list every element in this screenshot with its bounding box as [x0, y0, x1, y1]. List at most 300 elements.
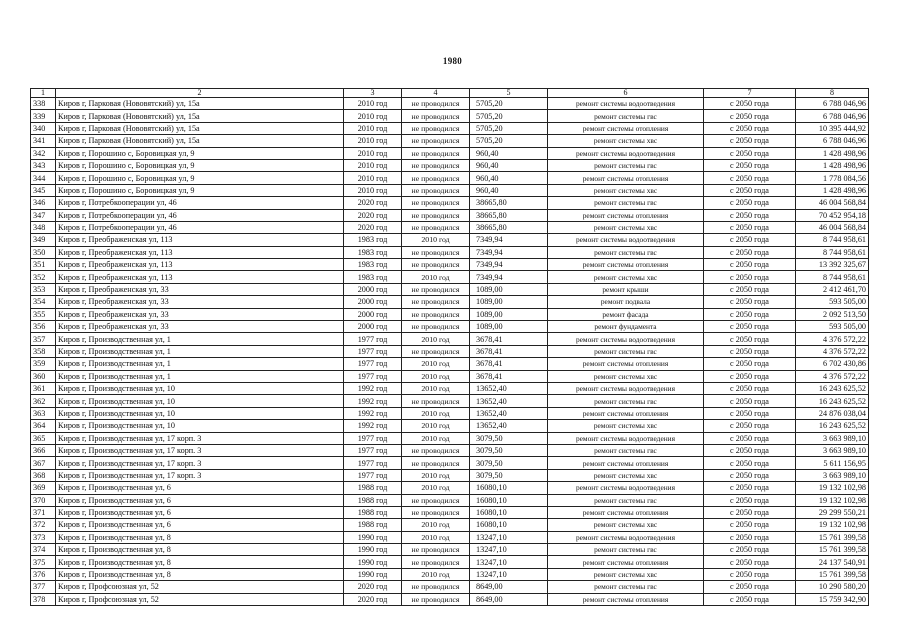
- row-number-cell: 349: [31, 234, 56, 246]
- area-cell: 16080,10: [470, 519, 548, 531]
- column-header: 3: [344, 89, 402, 98]
- planned-period-cell: с 2050 года: [704, 321, 796, 333]
- planned-period-cell: с 2050 года: [704, 519, 796, 531]
- cost-cell: 593 505,00: [796, 296, 869, 308]
- construction-year-cell: 1977 год: [344, 358, 402, 370]
- table-row: [31, 172, 869, 184]
- table-row: [31, 110, 869, 122]
- address-cell: Киров г, Преображенская ул, 113: [56, 271, 344, 283]
- construction-year-cell: 1977 год: [344, 444, 402, 456]
- area-cell: 3079,50: [470, 469, 548, 481]
- construction-year-cell: 2020 год: [344, 581, 402, 593]
- last-repair-cell: не проводился: [402, 159, 470, 171]
- table-row: [31, 407, 869, 419]
- last-repair-cell: не проводился: [402, 184, 470, 196]
- table-row: [31, 469, 869, 481]
- address-cell: Киров г, Производственная ул, 17 корп. 3: [56, 469, 344, 481]
- last-repair-cell: не проводился: [402, 457, 470, 469]
- address-cell: Киров г, Производственная ул, 1: [56, 370, 344, 382]
- planned-period-cell: с 2050 года: [704, 221, 796, 233]
- planned-period-cell: с 2050 года: [704, 296, 796, 308]
- table-row: [31, 234, 869, 246]
- cost-cell: 46 004 568,84: [796, 197, 869, 209]
- address-cell: Киров г, Производственная ул, 17 корп. 3: [56, 457, 344, 469]
- table-row: [31, 308, 869, 320]
- table-row: [31, 519, 869, 531]
- last-repair-cell: не проводился: [402, 197, 470, 209]
- address-cell: Киров г, Потребкооперации ул, 46: [56, 209, 344, 221]
- construction-year-cell: 2010 год: [344, 159, 402, 171]
- table-row: [31, 358, 869, 370]
- cost-cell: 6 788 046,96: [796, 110, 869, 122]
- cost-cell: 24 137 540,91: [796, 556, 869, 568]
- work-type-cell: ремонт системы хвс: [548, 184, 704, 196]
- planned-period-cell: с 2050 года: [704, 259, 796, 271]
- table-row: [31, 296, 869, 308]
- row-number-cell: 355: [31, 308, 56, 320]
- construction-year-cell: 1977 год: [344, 370, 402, 382]
- table-row: [31, 221, 869, 233]
- area-cell: 3678,41: [470, 370, 548, 382]
- construction-year-cell: 1977 год: [344, 469, 402, 481]
- construction-year-cell: 1990 год: [344, 568, 402, 580]
- last-repair-cell: 2010 год: [402, 432, 470, 444]
- last-repair-cell: 2010 год: [402, 333, 470, 345]
- last-repair-cell: не проводился: [402, 209, 470, 221]
- last-repair-cell: не проводился: [402, 283, 470, 295]
- cost-cell: 1 428 498,96: [796, 159, 869, 171]
- row-number-cell: 353: [31, 283, 56, 295]
- planned-period-cell: с 2050 года: [704, 98, 796, 110]
- page-number: 1980: [442, 56, 463, 66]
- work-type-cell: ремонт системы гвс: [548, 159, 704, 171]
- column-header: 2: [56, 89, 344, 98]
- construction-year-cell: 1983 год: [344, 234, 402, 246]
- cost-cell: 8 744 958,61: [796, 271, 869, 283]
- address-cell: Киров г, Производственная ул, 10: [56, 382, 344, 394]
- address-cell: Киров г, Производственная ул, 10: [56, 407, 344, 419]
- area-cell: 38665,80: [470, 209, 548, 221]
- work-type-cell: ремонт системы отопления: [548, 122, 704, 134]
- address-cell: Киров г, Преображенская ул, 33: [56, 308, 344, 320]
- table-row: [31, 531, 869, 543]
- last-repair-cell: 2010 год: [402, 234, 470, 246]
- area-cell: 5705,20: [470, 98, 548, 110]
- address-cell: Киров г, Парковая (Нововятский) ул, 15а: [56, 122, 344, 134]
- work-type-cell: ремонт системы хвс: [548, 221, 704, 233]
- planned-period-cell: с 2050 года: [704, 333, 796, 345]
- cost-cell: 593 505,00: [796, 321, 869, 333]
- area-cell: 13652,40: [470, 407, 548, 419]
- table-row: [31, 420, 869, 432]
- row-number-cell: 348: [31, 221, 56, 233]
- work-type-cell: ремонт фундамента: [548, 321, 704, 333]
- address-cell: Киров г, Производственная ул, 10: [56, 420, 344, 432]
- row-number-cell: 350: [31, 246, 56, 258]
- table-row: [31, 444, 869, 456]
- area-cell: 3079,50: [470, 444, 548, 456]
- row-number-cell: 345: [31, 184, 56, 196]
- construction-year-cell: 2010 год: [344, 110, 402, 122]
- planned-period-cell: с 2050 года: [704, 122, 796, 134]
- last-repair-cell: 2010 год: [402, 420, 470, 432]
- last-repair-cell: не проводился: [402, 296, 470, 308]
- address-cell: Киров г, Производственная ул, 1: [56, 358, 344, 370]
- address-cell: Киров г, Потребкооперации ул, 46: [56, 197, 344, 209]
- work-type-cell: ремонт системы гвс: [548, 581, 704, 593]
- row-number-cell: 363: [31, 407, 56, 419]
- cost-cell: 4 376 572,22: [796, 333, 869, 345]
- work-type-cell: ремонт системы водоотведения: [548, 234, 704, 246]
- cost-cell: 3 663 989,10: [796, 432, 869, 444]
- address-cell: Киров г, Парковая (Нововятский) ул, 15а: [56, 110, 344, 122]
- work-type-cell: ремонт системы водоотведения: [548, 531, 704, 543]
- last-repair-cell: не проводился: [402, 544, 470, 556]
- area-cell: 13247,10: [470, 544, 548, 556]
- cost-cell: 1 778 084,56: [796, 172, 869, 184]
- planned-period-cell: с 2050 года: [704, 135, 796, 147]
- address-cell: Киров г, Производственная ул, 6: [56, 519, 344, 531]
- planned-period-cell: с 2050 года: [704, 531, 796, 543]
- cost-cell: 19 132 102,98: [796, 482, 869, 494]
- row-number-cell: 378: [31, 593, 56, 605]
- table-row: [31, 345, 869, 357]
- construction-year-cell: 1977 год: [344, 345, 402, 357]
- row-number-cell: 341: [31, 135, 56, 147]
- address-cell: Киров г, Профсоюзная ул, 52: [56, 593, 344, 605]
- address-cell: Киров г, Преображенская ул, 113: [56, 259, 344, 271]
- work-type-cell: ремонт системы хвс: [548, 271, 704, 283]
- address-cell: Киров г, Производственная ул, 10: [56, 395, 344, 407]
- planned-period-cell: с 2050 года: [704, 246, 796, 258]
- row-number-cell: 375: [31, 556, 56, 568]
- work-type-cell: ремонт системы водоотведения: [548, 98, 704, 110]
- area-cell: 7349,94: [470, 271, 548, 283]
- cost-cell: 4 376 572,22: [796, 370, 869, 382]
- construction-year-cell: 1992 год: [344, 420, 402, 432]
- table-row: [31, 395, 869, 407]
- address-cell: Киров г, Парковая (Нововятский) ул, 15а: [56, 98, 344, 110]
- table-row: [31, 544, 869, 556]
- row-number-cell: 373: [31, 531, 56, 543]
- table-row: [31, 135, 869, 147]
- address-cell: Киров г, Порошино с, Боровицкая ул, 9: [56, 184, 344, 196]
- row-number-cell: 371: [31, 506, 56, 518]
- work-type-cell: ремонт системы хвс: [548, 135, 704, 147]
- construction-year-cell: 2020 год: [344, 593, 402, 605]
- address-cell: Киров г, Потребкооперации ул, 46: [56, 221, 344, 233]
- construction-year-cell: 2000 год: [344, 321, 402, 333]
- construction-year-cell: 1988 год: [344, 506, 402, 518]
- planned-period-cell: с 2050 года: [704, 382, 796, 394]
- planned-period-cell: с 2050 года: [704, 469, 796, 481]
- area-cell: 7349,94: [470, 246, 548, 258]
- last-repair-cell: не проводился: [402, 246, 470, 258]
- row-number-cell: 358: [31, 345, 56, 357]
- cost-cell: 6 788 046,96: [796, 135, 869, 147]
- planned-period-cell: с 2050 года: [704, 209, 796, 221]
- work-type-cell: ремонт системы отопления: [548, 358, 704, 370]
- column-header: 4: [402, 89, 470, 98]
- row-number-cell: 351: [31, 259, 56, 271]
- construction-year-cell: 1983 год: [344, 271, 402, 283]
- work-type-cell: ремонт подвала: [548, 296, 704, 308]
- row-number-cell: 338: [31, 98, 56, 110]
- row-number-cell: 365: [31, 432, 56, 444]
- table-row: [31, 283, 869, 295]
- area-cell: 16080,10: [470, 482, 548, 494]
- work-type-cell: ремонт системы отопления: [548, 506, 704, 518]
- table-row: [31, 184, 869, 196]
- row-number-cell: 357: [31, 333, 56, 345]
- cost-cell: 8 744 958,61: [796, 234, 869, 246]
- address-cell: Киров г, Производственная ул, 8: [56, 556, 344, 568]
- area-cell: 960,40: [470, 147, 548, 159]
- repair-schedule-table: [30, 88, 869, 606]
- area-cell: 960,40: [470, 184, 548, 196]
- row-number-cell: 367: [31, 457, 56, 469]
- row-number-cell: 352: [31, 271, 56, 283]
- row-number-cell: 354: [31, 296, 56, 308]
- construction-year-cell: 2020 год: [344, 197, 402, 209]
- area-cell: 13652,40: [470, 420, 548, 432]
- row-number-cell: 347: [31, 209, 56, 221]
- table-body: [31, 98, 869, 606]
- area-cell: 3678,41: [470, 345, 548, 357]
- row-number-cell: 346: [31, 197, 56, 209]
- address-cell: Киров г, Производственная ул, 6: [56, 482, 344, 494]
- area-cell: 5705,20: [470, 135, 548, 147]
- construction-year-cell: 1990 год: [344, 556, 402, 568]
- area-cell: 1089,00: [470, 283, 548, 295]
- construction-year-cell: 1992 год: [344, 395, 402, 407]
- last-repair-cell: не проводился: [402, 581, 470, 593]
- cost-cell: 15 761 399,58: [796, 544, 869, 556]
- last-repair-cell: не проводился: [402, 98, 470, 110]
- work-type-cell: ремонт системы гвс: [548, 395, 704, 407]
- area-cell: 960,40: [470, 172, 548, 184]
- cost-cell: 5 611 156,95: [796, 457, 869, 469]
- address-cell: Киров г, Преображенская ул, 33: [56, 296, 344, 308]
- cost-cell: 10 395 444,92: [796, 122, 869, 134]
- row-number-cell: 362: [31, 395, 56, 407]
- address-cell: Киров г, Порошино с, Боровицкая ул, 9: [56, 147, 344, 159]
- planned-period-cell: с 2050 года: [704, 444, 796, 456]
- last-repair-cell: 2010 год: [402, 358, 470, 370]
- area-cell: 1089,00: [470, 321, 548, 333]
- last-repair-cell: 2010 год: [402, 519, 470, 531]
- row-number-cell: 361: [31, 382, 56, 394]
- work-type-cell: ремонт системы водоотведения: [548, 147, 704, 159]
- table-row: [31, 568, 869, 580]
- cost-cell: 3 663 989,10: [796, 469, 869, 481]
- column-header: 8: [796, 89, 869, 98]
- cost-cell: 29 299 550,21: [796, 506, 869, 518]
- work-type-cell: ремонт системы отопления: [548, 457, 704, 469]
- table-row: [31, 593, 869, 605]
- work-type-cell: ремонт системы хвс: [548, 420, 704, 432]
- construction-year-cell: 2010 год: [344, 135, 402, 147]
- construction-year-cell: 1977 год: [344, 333, 402, 345]
- cost-cell: 1 428 498,96: [796, 184, 869, 196]
- row-number-cell: 370: [31, 494, 56, 506]
- planned-period-cell: с 2050 года: [704, 568, 796, 580]
- table-row: [31, 556, 869, 568]
- last-repair-cell: не проводился: [402, 221, 470, 233]
- work-type-cell: ремонт системы водоотведения: [548, 432, 704, 444]
- work-type-cell: ремонт системы отопления: [548, 593, 704, 605]
- cost-cell: 3 663 989,10: [796, 444, 869, 456]
- construction-year-cell: 1983 год: [344, 259, 402, 271]
- area-cell: 3079,50: [470, 457, 548, 469]
- last-repair-cell: не проводился: [402, 345, 470, 357]
- address-cell: Киров г, Производственная ул, 1: [56, 345, 344, 357]
- cost-cell: 19 132 102,98: [796, 494, 869, 506]
- cost-cell: 13 392 325,67: [796, 259, 869, 271]
- table-row: [31, 482, 869, 494]
- cost-cell: 19 132 102,98: [796, 519, 869, 531]
- address-cell: Киров г, Преображенская ул, 113: [56, 234, 344, 246]
- area-cell: 16080,10: [470, 506, 548, 518]
- construction-year-cell: 1992 год: [344, 407, 402, 419]
- row-number-cell: 339: [31, 110, 56, 122]
- construction-year-cell: 1977 год: [344, 432, 402, 444]
- construction-year-cell: 1990 год: [344, 531, 402, 543]
- row-number-cell: 377: [31, 581, 56, 593]
- table-row: [31, 246, 869, 258]
- table-row: [31, 271, 869, 283]
- last-repair-cell: не проводился: [402, 321, 470, 333]
- work-type-cell: ремонт системы отопления: [548, 407, 704, 419]
- last-repair-cell: не проводился: [402, 506, 470, 518]
- last-repair-cell: не проводился: [402, 122, 470, 134]
- work-type-cell: ремонт системы хвс: [548, 568, 704, 580]
- cost-cell: 24 876 038,04: [796, 407, 869, 419]
- planned-period-cell: с 2050 года: [704, 110, 796, 122]
- planned-period-cell: с 2050 года: [704, 432, 796, 444]
- table-row: [31, 98, 869, 110]
- column-header: 5: [470, 89, 548, 98]
- cost-cell: 16 243 625,52: [796, 395, 869, 407]
- cost-cell: 16 243 625,52: [796, 420, 869, 432]
- work-type-cell: ремонт системы гвс: [548, 494, 704, 506]
- cost-cell: 2 412 461,70: [796, 283, 869, 295]
- area-cell: 16080,10: [470, 494, 548, 506]
- address-cell: Киров г, Преображенская ул, 33: [56, 321, 344, 333]
- row-number-cell: 369: [31, 482, 56, 494]
- row-number-cell: 359: [31, 358, 56, 370]
- table-row: [31, 197, 869, 209]
- last-repair-cell: 2010 год: [402, 568, 470, 580]
- planned-period-cell: с 2050 года: [704, 234, 796, 246]
- work-type-cell: ремонт системы гвс: [548, 345, 704, 357]
- row-number-cell: 344: [31, 172, 56, 184]
- last-repair-cell: 2010 год: [402, 407, 470, 419]
- work-type-cell: ремонт крыши: [548, 283, 704, 295]
- work-type-cell: ремонт системы отопления: [548, 172, 704, 184]
- last-repair-cell: 2010 год: [402, 370, 470, 382]
- last-repair-cell: не проводился: [402, 110, 470, 122]
- table-row: [31, 122, 869, 134]
- planned-period-cell: с 2050 года: [704, 184, 796, 196]
- planned-period-cell: с 2050 года: [704, 308, 796, 320]
- area-cell: 38665,80: [470, 197, 548, 209]
- work-type-cell: ремонт системы хвс: [548, 469, 704, 481]
- construction-year-cell: 2010 год: [344, 122, 402, 134]
- work-type-cell: ремонт системы водоотведения: [548, 382, 704, 394]
- address-cell: Киров г, Производственная ул, 6: [56, 494, 344, 506]
- table-row: [31, 382, 869, 394]
- planned-period-cell: с 2050 года: [704, 159, 796, 171]
- construction-year-cell: 1988 год: [344, 494, 402, 506]
- row-number-cell: 374: [31, 544, 56, 556]
- column-header: 6: [548, 89, 704, 98]
- last-repair-cell: 2010 год: [402, 482, 470, 494]
- last-repair-cell: 2010 год: [402, 382, 470, 394]
- area-cell: 13652,40: [470, 395, 548, 407]
- address-cell: Киров г, Парковая (Нововятский) ул, 15а: [56, 135, 344, 147]
- work-type-cell: ремонт фасада: [548, 308, 704, 320]
- cost-cell: 10 290 580,20: [796, 581, 869, 593]
- area-cell: 8649,00: [470, 581, 548, 593]
- area-cell: 13652,40: [470, 382, 548, 394]
- planned-period-cell: с 2050 года: [704, 506, 796, 518]
- address-cell: Киров г, Производственная ул, 1: [56, 333, 344, 345]
- area-cell: 13247,10: [470, 531, 548, 543]
- area-cell: 7349,94: [470, 259, 548, 271]
- address-cell: Киров г, Преображенская ул, 113: [56, 246, 344, 258]
- area-cell: 38665,80: [470, 221, 548, 233]
- address-cell: Киров г, Производственная ул, 17 корп. 3: [56, 432, 344, 444]
- address-cell: Киров г, Производственная ул, 8: [56, 531, 344, 543]
- cost-cell: 6 702 430,86: [796, 358, 869, 370]
- address-cell: Киров г, Порошино с, Боровицкая ул, 9: [56, 159, 344, 171]
- area-cell: 5705,20: [470, 122, 548, 134]
- last-repair-cell: не проводился: [402, 135, 470, 147]
- last-repair-cell: не проводился: [402, 494, 470, 506]
- planned-period-cell: с 2050 года: [704, 197, 796, 209]
- last-repair-cell: 2010 год: [402, 531, 470, 543]
- table-row: [31, 581, 869, 593]
- work-type-cell: ремонт системы хвс: [548, 370, 704, 382]
- last-repair-cell: 2010 год: [402, 469, 470, 481]
- row-number-cell: 364: [31, 420, 56, 432]
- area-cell: 3678,41: [470, 333, 548, 345]
- work-type-cell: ремонт системы водоотведения: [548, 333, 704, 345]
- column-header: 7: [704, 89, 796, 98]
- area-cell: 1089,00: [470, 308, 548, 320]
- address-cell: Киров г, Производственная ул, 8: [56, 568, 344, 580]
- planned-period-cell: с 2050 года: [704, 420, 796, 432]
- construction-year-cell: 1988 год: [344, 519, 402, 531]
- planned-period-cell: с 2050 года: [704, 407, 796, 419]
- address-cell: Киров г, Производственная ул, 8: [56, 544, 344, 556]
- table-row: [31, 209, 869, 221]
- cost-cell: 8 744 958,61: [796, 246, 869, 258]
- address-cell: Киров г, Порошино с, Боровицкая ул, 9: [56, 172, 344, 184]
- planned-period-cell: с 2050 года: [704, 395, 796, 407]
- area-cell: 13247,10: [470, 556, 548, 568]
- last-repair-cell: 2010 год: [402, 271, 470, 283]
- row-number-cell: 340: [31, 122, 56, 134]
- cost-cell: 16 243 625,52: [796, 382, 869, 394]
- row-number-cell: 360: [31, 370, 56, 382]
- work-type-cell: ремонт системы хвс: [548, 519, 704, 531]
- planned-period-cell: с 2050 года: [704, 482, 796, 494]
- planned-period-cell: с 2050 года: [704, 457, 796, 469]
- table-row: [31, 147, 869, 159]
- cost-cell: 6 788 046,96: [796, 98, 869, 110]
